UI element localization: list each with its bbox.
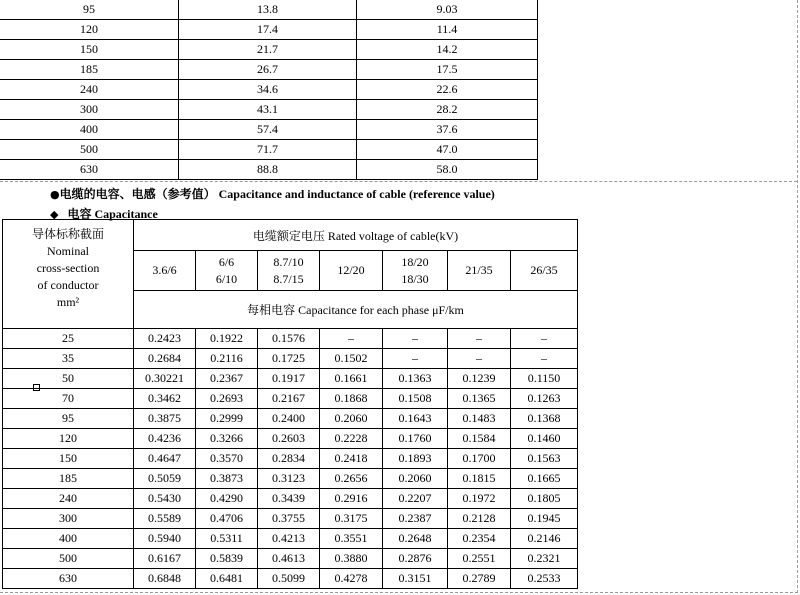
table-cell: 0.1239 <box>448 369 511 389</box>
table-cell: 0.4278 <box>320 569 383 589</box>
table-cell: 500 <box>3 549 134 569</box>
table-cell: 0.4706 <box>196 509 258 529</box>
table-cell: 17.4 <box>179 20 357 40</box>
table-cell: 25 <box>3 329 134 349</box>
table-cell: 70 <box>3 389 134 409</box>
table-cell: 0.1922 <box>196 329 258 349</box>
table-cell: 0.1563 <box>511 449 578 469</box>
table-cell: 0.1661 <box>320 369 383 389</box>
voltage-cell <box>511 251 578 291</box>
table-cell: 0.1945 <box>511 509 578 529</box>
table-cell: 0.1760 <box>383 429 448 449</box>
table-cell: 0.1368 <box>511 409 578 429</box>
table-cell: 50 <box>3 369 134 389</box>
inductance-table <box>0 0 538 180</box>
table-cell: 34.6 <box>179 80 357 100</box>
voltage-cell <box>258 251 320 291</box>
voltage-label: 8.7/10 <box>273 254 304 269</box>
table-cell: 28.2 <box>357 100 538 120</box>
table-row <box>0 40 538 60</box>
table-row <box>3 489 578 509</box>
table-cell: 150 <box>0 40 179 60</box>
table-cell: 22.6 <box>357 80 538 100</box>
table-cell: 185 <box>0 60 179 80</box>
table-cell: 0.2551 <box>448 549 511 569</box>
table-cell: 0.2423 <box>134 329 196 349</box>
table-cell: 0.1502 <box>320 349 383 369</box>
voltage-label: 26/35 <box>530 263 558 277</box>
section-subheading-text: 电容 Capacitance <box>67 207 158 221</box>
table-cell: 0.2656 <box>320 469 383 489</box>
unit-row-cell: 每相电容 Capacitance for each phase μF/km <box>134 291 578 329</box>
section-divider <box>0 181 797 182</box>
table-cell: 0.1805 <box>511 489 578 509</box>
inductance-table-body <box>0 0 538 180</box>
table-cell: 13.8 <box>179 0 357 20</box>
table-cell: 240 <box>0 80 179 100</box>
table-cell: 0.5311 <box>196 529 258 549</box>
table-cell: 71.7 <box>179 140 357 160</box>
table-row <box>3 329 578 349</box>
table-cell: 120 <box>0 20 179 40</box>
table-cell: 0.4290 <box>196 489 258 509</box>
table-cell: 0.2387 <box>383 509 448 529</box>
voltage-cell <box>448 251 511 291</box>
table-cell: 400 <box>3 529 134 549</box>
table-cell: 0.1263 <box>511 389 578 409</box>
voltage-label: 18/20 <box>401 254 429 269</box>
table-row <box>0 140 538 160</box>
voltage-label: 6/6 <box>218 254 235 269</box>
section-heading <box>50 185 495 202</box>
table-cell: 9.03 <box>357 0 538 20</box>
table-cell: 0.3873 <box>196 469 258 489</box>
table-cell: 0.3266 <box>196 429 258 449</box>
table-cell: 58.0 <box>357 160 538 180</box>
table-cell: 0.5940 <box>134 529 196 549</box>
table-row <box>3 369 578 389</box>
table-cell: 0.1665 <box>511 469 578 489</box>
table-cell: 400 <box>0 120 179 140</box>
table-cell: – <box>448 329 511 349</box>
table-cell: 0.2167 <box>258 389 320 409</box>
table-row <box>3 569 578 589</box>
table-cell: 0.2146 <box>511 529 578 549</box>
table-cell: 0.2207 <box>383 489 448 509</box>
table-cell: 0.3462 <box>134 389 196 409</box>
table-cell: 0.2834 <box>258 449 320 469</box>
voltage-label: 12/20 <box>337 263 365 277</box>
table-row <box>0 120 538 140</box>
table-cell: 0.4213 <box>258 529 320 549</box>
voltage-label: 6/10 <box>215 271 238 286</box>
table-cell: 0.1460 <box>511 429 578 449</box>
table-cell: 0.2060 <box>383 469 448 489</box>
table-cell: – <box>320 329 383 349</box>
table-cell: 0.1365 <box>448 389 511 409</box>
table-cell: 57.4 <box>179 120 357 140</box>
voltage-label: 18/30 <box>401 271 429 286</box>
table-cell: 0.1893 <box>383 449 448 469</box>
capacitance-table <box>2 219 578 589</box>
table-cell: 0.1700 <box>448 449 511 469</box>
voltage-label: 3.6/6 <box>152 263 177 277</box>
table-cell: 88.8 <box>179 160 357 180</box>
table-cell: 0.3151 <box>383 569 448 589</box>
table-cell: 0.6481 <box>196 569 258 589</box>
table-cell: 37.6 <box>357 120 538 140</box>
table-cell: 0.2116 <box>196 349 258 369</box>
voltage-cell <box>196 251 258 291</box>
table-cell: 0.2916 <box>320 489 383 509</box>
table-cell: 0.1363 <box>383 369 448 389</box>
table-cell: 0.1576 <box>258 329 320 349</box>
table-cell: 0.6167 <box>134 549 196 569</box>
table-cell: 0.2060 <box>320 409 383 429</box>
table-cell: 185 <box>3 469 134 489</box>
table-cell: 0.2648 <box>383 529 448 549</box>
table-cell: 95 <box>0 0 179 20</box>
table-row <box>0 0 538 20</box>
table-cell: 0.1868 <box>320 389 383 409</box>
table-cell: 0.5589 <box>134 509 196 529</box>
table-cell: 0.2367 <box>196 369 258 389</box>
table-cell: – <box>448 349 511 369</box>
table-cell: 26.7 <box>179 60 357 80</box>
voltage-header-cell: 电缆额定电压 Rated voltage of cable(kV) <box>134 220 578 251</box>
table-cell: 0.4647 <box>134 449 196 469</box>
table-cell: 0.2400 <box>258 409 320 429</box>
table-cell: 0.3880 <box>320 549 383 569</box>
table-cell: 0.5839 <box>196 549 258 569</box>
table-row <box>0 100 538 120</box>
table-cell: 35 <box>3 349 134 369</box>
table-cell: – <box>383 349 448 369</box>
table-cell: 0.2354 <box>448 529 511 549</box>
table-cell: 47.0 <box>357 140 538 160</box>
table-cell: 0.3570 <box>196 449 258 469</box>
table-row <box>3 529 578 549</box>
table-cell: 0.3755 <box>258 509 320 529</box>
table-cell: – <box>383 329 448 349</box>
table-row <box>0 60 538 80</box>
table-cell: 0.3875 <box>134 409 196 429</box>
capacitance-table-body <box>3 329 578 589</box>
conductor-header-line: Nominal <box>47 244 89 258</box>
table-cell: 0.1150 <box>511 369 578 389</box>
table-cell: – <box>511 349 578 369</box>
table-cell: 0.2684 <box>134 349 196 369</box>
table-row <box>0 20 538 40</box>
table-cell: 0.5430 <box>134 489 196 509</box>
table-cell: 240 <box>3 489 134 509</box>
table-cell: 0.2693 <box>196 389 258 409</box>
conductor-header-line: mm² <box>56 295 80 309</box>
table-cell: 0.1725 <box>258 349 320 369</box>
table-cell: 0.1508 <box>383 389 448 409</box>
table-cell: 0.4613 <box>258 549 320 569</box>
table-cell: 0.3175 <box>320 509 383 529</box>
table-cell: 0.30221 <box>134 369 196 389</box>
table-row <box>3 509 578 529</box>
table-cell: 300 <box>3 509 134 529</box>
table-row <box>0 80 538 100</box>
table-row <box>3 429 578 449</box>
table-cell: 21.7 <box>179 40 357 60</box>
table-cell: 0.2876 <box>383 549 448 569</box>
table-cell: 0.1815 <box>448 469 511 489</box>
table-cell: 0.2789 <box>448 569 511 589</box>
table-cell: 0.1917 <box>258 369 320 389</box>
table-cell: 630 <box>3 569 134 589</box>
section-heading-text: 电缆的电容、电感（参考值） Capacitance and inductance of cable (reference value) <box>59 187 495 201</box>
diamond-bullet-icon: ◆ <box>50 208 59 221</box>
table-cell: 0.4236 <box>134 429 196 449</box>
table-cell: 0.1643 <box>383 409 448 429</box>
table-cell: 0.2321 <box>511 549 578 569</box>
table-cell: 0.1584 <box>448 429 511 449</box>
table-cell: 0.3551 <box>320 529 383 549</box>
table-cell: 14.2 <box>357 40 538 60</box>
table-cell: 0.2228 <box>320 429 383 449</box>
table-cell: 0.2128 <box>448 509 511 529</box>
table-cell: 11.4 <box>357 20 538 40</box>
table-cell: 0.1972 <box>448 489 511 509</box>
voltage-cell <box>320 251 383 291</box>
conductor-header-line: cross-section <box>36 261 100 275</box>
table-cell: 43.1 <box>179 100 357 120</box>
voltage-cell <box>383 251 448 291</box>
table-cell: 0.3123 <box>258 469 320 489</box>
table-cell: 0.2999 <box>196 409 258 429</box>
voltage-label: 8.7/15 <box>273 271 304 286</box>
table-cell: 630 <box>0 160 179 180</box>
conductor-header-line: 导体标称截面 <box>31 227 104 241</box>
table-cell: 150 <box>3 449 134 469</box>
table-cell: 0.3439 <box>258 489 320 509</box>
table-cell: 17.5 <box>357 60 538 80</box>
table-cell: 0.1483 <box>448 409 511 429</box>
table-cell: 0.2418 <box>320 449 383 469</box>
table-row <box>3 349 578 369</box>
table-cell: 0.2603 <box>258 429 320 449</box>
table-cell: 95 <box>3 409 134 429</box>
conductor-header-cell <box>3 220 134 329</box>
conductor-header-line: of conductor <box>37 278 99 292</box>
table-row <box>0 160 538 180</box>
table-cell: 500 <box>0 140 179 160</box>
table-row <box>3 409 578 429</box>
table-row <box>3 469 578 489</box>
table-cell: 0.6848 <box>134 569 196 589</box>
bullet-icon: ● <box>50 188 60 201</box>
table-cell: 0.2533 <box>511 569 578 589</box>
table-cell: 0.5059 <box>134 469 196 489</box>
table-cell: 0.5099 <box>258 569 320 589</box>
table-row <box>3 449 578 469</box>
voltage-cell <box>134 251 196 291</box>
table-cell: 120 <box>3 429 134 449</box>
voltage-label: 21/35 <box>465 263 493 277</box>
table-cell: 300 <box>0 100 179 120</box>
table-row <box>3 549 578 569</box>
table-cell: – <box>511 329 578 349</box>
table-row <box>3 389 578 409</box>
